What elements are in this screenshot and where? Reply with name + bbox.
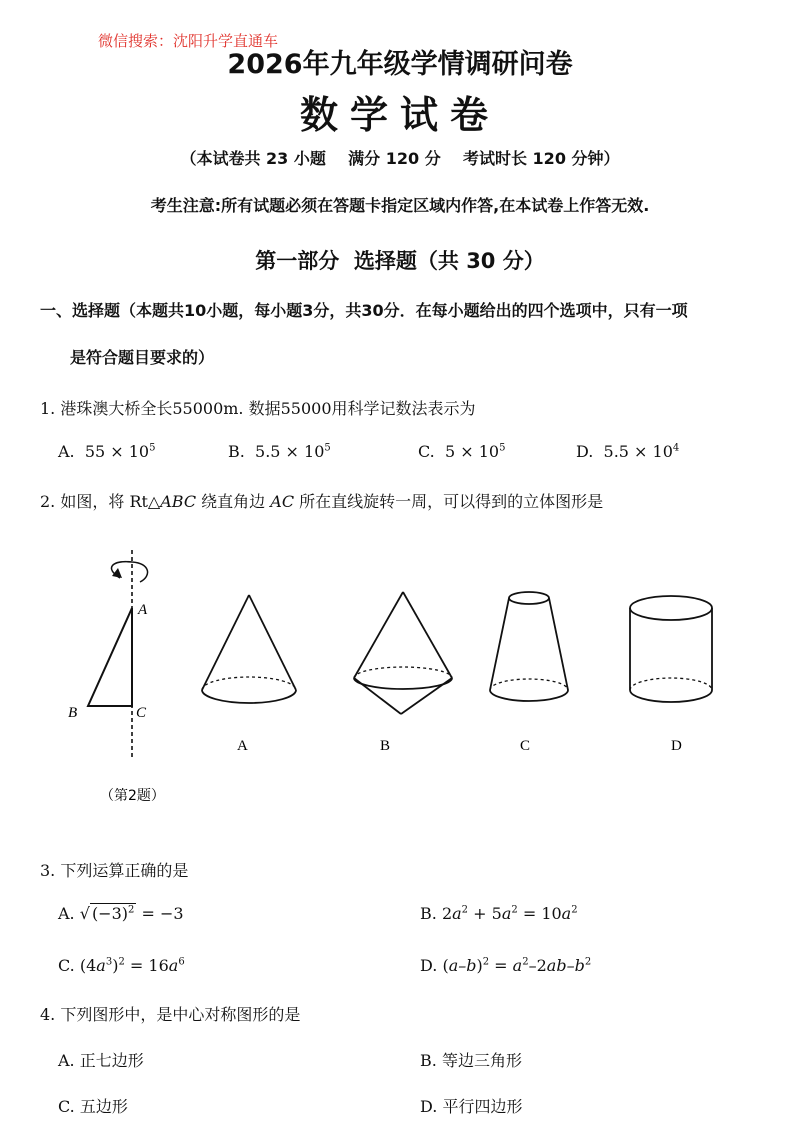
q4-option-b-text: 等边三角形 [441, 1051, 522, 1070]
q3-d-t4e: 2 [584, 956, 592, 968]
q1-option-b-exp: 5 [324, 442, 331, 454]
q2-stem-prefix: 2. 如图，将 Rt△ [40, 492, 161, 511]
q3-c-t1e: 3 [105, 956, 113, 968]
sqrt-symbol: √ $(-3)^2$ [79, 904, 135, 923]
q3-option-d [420, 956, 591, 975]
q3-option-a-letter: A. [58, 904, 75, 923]
q3-b-t1e: 2 [461, 904, 469, 916]
q3-option-c [58, 956, 185, 975]
vertex-label-a: A [138, 602, 148, 618]
part-heading: 第一部分 选择题（共 30 分） [255, 249, 545, 273]
q3-b-t3e: 2 [571, 904, 578, 916]
q1-option-b [228, 442, 331, 461]
q4-option-a [58, 1048, 144, 1071]
choice-a-cone [202, 595, 296, 754]
vertex-label-b: B [68, 705, 78, 721]
q3-d-t2e: 2 [482, 956, 490, 968]
q1-option-b-letter: B. [228, 442, 245, 461]
choice-a-label: A [237, 738, 248, 754]
q2-stem-ac: AC [270, 492, 295, 511]
q3-b-t2: + 5 [468, 904, 502, 923]
q3-option-b [420, 904, 578, 923]
question-4-stem: 4. 下列图形中，是中心对称图形的是 [40, 1005, 301, 1024]
q4-option-c-letter: C. [58, 1097, 75, 1116]
q1-option-c-letter: C. [418, 442, 435, 461]
q1-option-b-base: 5.5 × 10 [255, 442, 325, 461]
q4-option-a-text: 正七边形 [79, 1051, 144, 1070]
choice-b-label: B [380, 738, 391, 754]
q4-option-d-text: 平行四边形 [442, 1097, 523, 1116]
q4-option-d [420, 1094, 522, 1117]
q3-d-t4v: ab–b [546, 956, 585, 975]
q3-a-inner: (−3) [91, 904, 129, 923]
q1-option-d-exp: 4 [672, 442, 680, 454]
q3-d-t4: –2 [528, 956, 547, 975]
triangle-figure [68, 550, 165, 804]
q4-option-a-letter: A. [58, 1051, 75, 1070]
choice-d-cylinder [630, 596, 712, 754]
q3-b-t1: 2 [441, 904, 453, 923]
q1-option-c [418, 442, 505, 461]
q3-a-rhs: = −3 [136, 904, 184, 923]
q3-b-t2e: 2 [511, 904, 518, 916]
q4-option-c-text: 五边形 [79, 1097, 128, 1116]
q4-option-c [58, 1094, 128, 1117]
question-2-figure [0, 550, 800, 820]
q2-stem-abc: ABC [160, 492, 197, 511]
q3-option-d-letter: D. [420, 956, 438, 975]
q3-d-t3: = [489, 956, 513, 975]
q3-b-t1v: a [452, 904, 462, 923]
q1-option-a [58, 442, 155, 461]
q3-b-t3: = 10 [517, 904, 562, 923]
vertex-label-c: C [136, 705, 147, 721]
q3-c-t1v: a [96, 956, 106, 975]
section-instruction-line2: 是符合题目要求的） [70, 348, 215, 367]
figure-caption: （第2题） [100, 788, 165, 804]
exam-subject-title: 数学试卷 [299, 93, 500, 137]
q1-option-a-base: 55 × 10 [84, 442, 150, 461]
q3-option-c-letter: C. [58, 956, 75, 975]
q3-b-t3v: a [561, 904, 572, 923]
question-1-stem: 1. 港珠澳大桥全长55000m. 数据55000用科学记数法表示为 [40, 399, 476, 418]
q3-c-t2: ) [112, 956, 119, 975]
q1-option-c-base: 5 × 10 [444, 442, 500, 461]
right-triangle-abc [88, 608, 132, 706]
q3-c-t1: (4 [79, 956, 97, 975]
choice-d-label: D [671, 738, 682, 754]
q3-c-t3v: a [168, 956, 179, 975]
q1-option-a-exp: 5 [149, 442, 156, 454]
q3-d-t3v: a [512, 956, 523, 975]
q1-option-d-base: 5.5 × 10 [603, 442, 673, 461]
q3-a-exp: 2 [128, 904, 135, 916]
q3-d-t2: ) [476, 956, 483, 975]
q3-option-a [58, 904, 184, 923]
exam-title: 2026年九年级学情调研问卷 [227, 49, 573, 80]
choice-c-frustum [490, 592, 568, 754]
q1-option-d-letter: D. [576, 442, 594, 461]
question-2-stem [40, 489, 603, 512]
exam-info: （本试卷共 23 小题 满分 120 分 考试时长 120 分钟） [180, 149, 620, 168]
q3-option-b-letter: B. [420, 904, 437, 923]
q3-d-t1v: a–b [448, 956, 477, 975]
question-3-stem: 3. 下列运算正确的是 [40, 861, 189, 880]
q4-option-b [420, 1048, 522, 1071]
choice-b-double-cone [354, 592, 452, 754]
choice-c-label: C [520, 738, 531, 754]
q4-option-d-letter: D. [420, 1097, 438, 1116]
exam-notice: 考生注意:所有试题必须在答题卡指定区域内作答,在本试卷上作答无效. [150, 196, 650, 215]
q4-option-b-letter: B. [420, 1051, 437, 1070]
q3-c-t3: = 16 [124, 956, 169, 975]
q3-d-t3e: 2 [522, 956, 529, 968]
q3-b-t2v: a [501, 904, 512, 923]
q1-option-a-letter: A. [58, 442, 75, 461]
q3-c-t3e: 6 [178, 956, 185, 968]
q1-option-d [576, 442, 679, 461]
q2-stem-mid: 绕直角边 [196, 492, 271, 511]
q1-option-c-exp: 5 [499, 442, 506, 454]
q2-stem-suffix: 所在直线旋转一周，可以得到的立体图形是 [294, 492, 604, 511]
q3-d-t1: ( [442, 956, 449, 975]
watermark: 微信搜索：沈阳升学直通车 [98, 32, 279, 50]
section-instruction-line1: 一、选择题（本题共10小题，每小题3分，共30分．在每小题给出的四个选项中，只有一项 [40, 301, 688, 320]
q3-c-t2e: 2 [118, 956, 125, 968]
